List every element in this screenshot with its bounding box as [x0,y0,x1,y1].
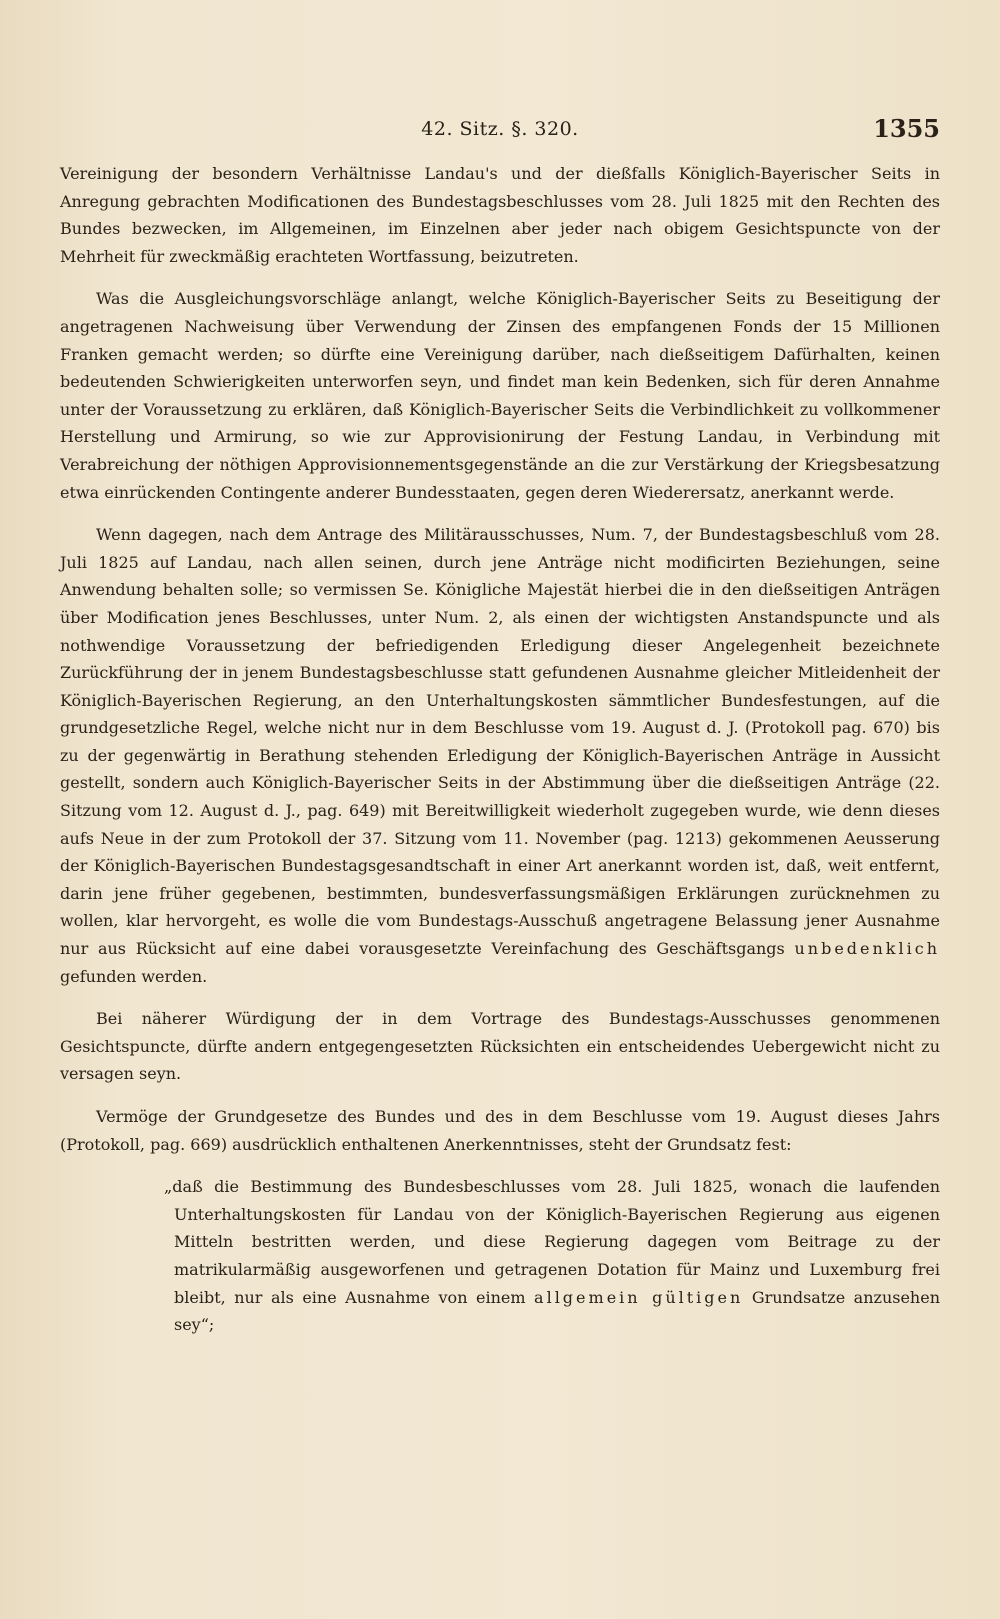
running-head: 42. Sitz. §. 320. [421,118,579,140]
page-header [60,114,940,148]
page-number: 1355 [873,114,940,143]
paragraph-militaerausschuss-text: Wenn dagegen, nach dem Antrage des Militärausschusses, Num. 7, der Bundestagsbeschluß vom 28. Juli 1825 auf Landau, nach allen seinen, durch jene Anträge nicht modificirten Beziehungen, seine Anwendung behalten solle; so vermissen Se. Königliche Majestät hierbei die in den dießseitigen Anträgen über Modification jenes Beschlusses, unter Num. 2, als einen der wichtigsten Anstandspuncte und als nothwendige Voraussetzung der befriedigenden Erledigung dieser Angelegenheit bezeichnete Zurückführung der in jenem Bundestagsbeschlusse statt gefundenen Ausnahme gleicher Mitleidenheit der Königlich-Bayerischen Regierung, an den Unterhaltungskosten sämmtlicher Bundesfestungen, auf die grundgesetzliche Regel, welche nicht nur in dem Beschlusse vom 19. August d. J. (Protokoll pag. 670) bis zu der gegenwärtig in Berathung stehenden Erledigung der Königlich-Bayerischen Anträge in Aussicht gestellt, sondern auch Königlich-Bayerischer Seits in der Abstimmung über die dießseitigen Anträge (22. Sitzung vom 12. August d. J., pag. 649) mit Bereitwilligkeit wiederholt zugegeben wurde, wie denn dieses aufs Neue in der zum Protokoll der 37. Sitzung vom 11. November (pag. 1213) gekommenen Aeusserung der Königlich-Bayerischen Bundestagsgesandtschaft in einer Art anerkannt worden ist, daß, weit entfernt, darin jene früher gegebenen, bestimmten, bundesverfassungsmäßigen Erklärungen zurücknehmen zu wollen, klar hervorgeht, es wolle die vom Bundestags-Ausschuß angetragene Belassung jener Ausnahme nur aus Rücksicht auf eine dabei vorausgesetzte Vereinfachung des Geschäftsgangs [60,525,940,959]
emphasis-unbedenklich: unbedenklich [794,939,940,959]
quoted-principle [164,1173,941,1339]
paragraph-continuation: Vereinigung der besondern Verhältnisse Landau's und der dießfalls Königlich-Bayerischer Seits in Anregung gebrachten Modificationen des Bundestagsbeschlusses vom 28. Juli 1825 mit den Rechten des Bundes bezwecken, im Allgemeinen, im Einzelnen aber jeder nach obigem Gesichtspuncte von der Mehrheit für zweckmäßig erachteten Wortfassung, beizutreten. [60,164,940,266]
paragraph-grundgesetze: Vermöge der Grundgesetze des Bundes und des in dem Beschlusse vom 19. August dieses Jahrs (Protokoll, pag. 669) ausdrücklich enthaltenen Anerkenntnisses, steht der Grundsatz fest: [60,1107,940,1154]
paragraph-ausgleichung: Was die Ausgleichungsvorschläge anlangt, welche Königlich-Bayerischer Seits zu Beseitigung der angetragenen Nachweisung über Verwendung der Zinsen des empfangenen Fonds der 15 Millionen Franken gemacht werden; so dürfte eine Vereinigung darüber, nach dießseitigem Dafürhalten, keinen bedeutenden Schwierigkeiten unterworfen seyn, und findet man kein Bedenken, sich für deren Annahme unter der Voraussetzung zu erklären, daß Königlich-Bayerischer Seits die Verbindlichkeit zu vollkommener Herstellung und Armirung, so wie zur Approvisionirung der Festung Landau, in Verbindung mit Verabreichung der nöthigen Approvisionnementsgegenstände an die zur Verstärkung der Kriegsbesatzung etwa einrückenden Contingente anderer Bundesstaaten, gegen deren Wiederersatz, anerkannt werde. [60,289,940,502]
paragraph-wuerdigung: Bei näherer Würdigung der in dem Vortrage des Bundestags-Ausschusses genommenen Gesichtspuncte, dürfte andern entgegengesetzten Rücksichten ein entscheidendes Uebergewicht nicht zu versagen seyn. [60,1009,940,1084]
paragraph-militaerausschuss [60,521,940,990]
body-text [60,160,940,1354]
paragraph-militaerausschuss-end: gefunden werden. [60,966,208,986]
emphasis-allgemein-gueltigen: allgemein gültigen [534,1287,744,1307]
quoted-principle-text: „daß die Bestimmung des Bundesbeschlusses vom 28. Juli 1825, wonach die laufenden Unterhaltungskosten für Landau von der Königlich-Bayerischen Regierung aus eigenen Mitteln bestritten werden, und diese Regierung dagegen vom Beitrage zu der matrikularmäßig ausgeworfenen und getragenen Dotation für Mainz und Luxemburg frei bleibt, nur als eine Ausnahme von einem [164,1177,940,1307]
quoted-principle-end: Grundsatze anzusehen sey“; [174,1287,941,1335]
